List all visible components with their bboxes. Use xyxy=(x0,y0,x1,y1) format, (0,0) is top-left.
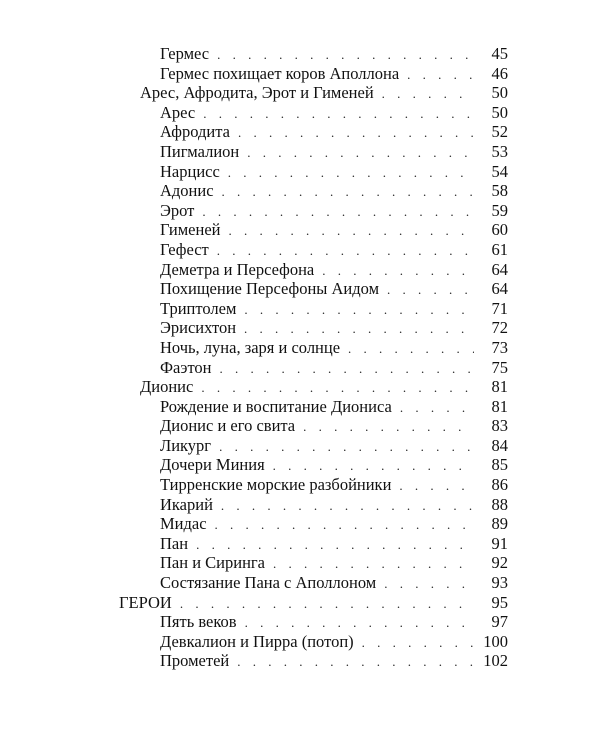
toc-page-number: 84 xyxy=(491,435,508,455)
toc-entry-title: Похищение Персефоны Аидом xyxy=(160,279,380,299)
toc-entry xyxy=(0,436,600,456)
toc-entry xyxy=(0,83,600,103)
dot-leader xyxy=(244,319,474,339)
toc-entry xyxy=(0,162,600,182)
dot-leader xyxy=(203,104,474,124)
toc-entry xyxy=(0,103,600,123)
toc-entry-title: Дочери Миния xyxy=(160,455,265,475)
toc-entry-title: Состязание Пана с Аполлоном xyxy=(160,573,377,593)
toc-entry xyxy=(0,318,600,338)
toc-entry xyxy=(0,573,600,593)
dot-leader xyxy=(196,535,474,555)
dot-leader xyxy=(201,378,474,398)
dot-leader xyxy=(247,143,474,163)
toc-entry xyxy=(0,181,600,201)
toc-entry xyxy=(0,416,600,436)
toc-entry-title: Арес, Афродита, Эрот и Гименей xyxy=(140,83,374,103)
toc-entry xyxy=(0,338,600,358)
toc-entry xyxy=(0,44,600,64)
toc-entry xyxy=(0,495,600,515)
toc-page-number: 61 xyxy=(491,239,508,259)
toc-page-number: 89 xyxy=(491,514,508,534)
toc-page-number: 45 xyxy=(491,44,508,63)
table-of-contents xyxy=(0,44,600,671)
toc-page-number: 100 xyxy=(483,631,508,651)
dot-leader xyxy=(303,417,474,437)
dot-leader xyxy=(273,456,474,476)
toc-page-number: 81 xyxy=(491,396,508,416)
dot-leader xyxy=(384,574,474,594)
toc-entry-title: Пан и Сиринга xyxy=(160,553,265,573)
toc-entry-title: Нарцисс xyxy=(160,161,220,181)
toc-entry-title: Афродита xyxy=(160,122,230,142)
toc-entry-title: ГЕРОИ xyxy=(119,592,172,612)
toc-entry-title: Пять веков xyxy=(160,612,237,632)
toc-page-number: 64 xyxy=(491,279,508,299)
toc-entry-title: Ликург xyxy=(160,435,212,455)
toc-entry-title: Пан xyxy=(160,533,189,553)
toc-page-number: 102 xyxy=(483,651,508,671)
toc-page-number: 97 xyxy=(491,612,508,632)
toc-entry xyxy=(0,142,600,162)
toc-entry-title: Гермес похищает коров Аполлона xyxy=(160,63,400,83)
dot-leader xyxy=(180,594,474,614)
dot-leader xyxy=(322,261,474,281)
dot-leader xyxy=(407,65,474,85)
toc-entry xyxy=(0,397,600,417)
dot-leader xyxy=(222,182,474,202)
dot-leader xyxy=(228,163,474,183)
toc-entry-title: Гименей xyxy=(160,220,221,240)
dot-leader xyxy=(217,241,474,261)
toc-entry xyxy=(0,612,600,632)
toc-entry xyxy=(0,358,600,378)
toc-entry-title: Мидас xyxy=(160,514,207,534)
dot-leader xyxy=(362,633,474,653)
dot-leader xyxy=(400,398,474,418)
toc-entry-title: Гермес xyxy=(160,44,210,63)
dot-leader xyxy=(219,437,474,457)
toc-entry xyxy=(0,299,600,319)
toc-entry xyxy=(0,651,600,671)
toc-entry-title: Икарий xyxy=(160,494,213,514)
toc-entry xyxy=(0,260,600,280)
toc-entry-title: Тирренские морские разбойники xyxy=(160,475,392,495)
toc-entry-title: Фаэтон xyxy=(160,357,212,377)
toc-entry-title: Адонис xyxy=(160,181,214,201)
toc-page-number: 46 xyxy=(491,63,508,83)
toc-entry xyxy=(0,240,600,260)
toc-entry xyxy=(0,553,600,573)
toc-page-number: 85 xyxy=(491,455,508,475)
toc-page-number: 91 xyxy=(491,533,508,553)
toc-entry xyxy=(0,220,600,240)
toc-entry-title: Рождение и воспитание Диониса xyxy=(160,396,392,416)
toc-entry-title: Пигмалион xyxy=(160,141,240,161)
dot-leader xyxy=(229,221,475,241)
dot-leader xyxy=(387,280,474,300)
toc-page-number: 93 xyxy=(491,573,508,593)
toc-entry-title: Деметра и Персефона xyxy=(160,259,315,279)
dot-leader xyxy=(221,496,474,516)
dot-leader xyxy=(217,45,474,65)
toc-page-number: 95 xyxy=(491,592,508,612)
toc-page-number: 72 xyxy=(491,318,508,338)
toc-page-number: 64 xyxy=(491,259,508,279)
dot-leader xyxy=(202,202,474,222)
toc-page-number: 52 xyxy=(491,122,508,142)
dot-leader xyxy=(220,359,474,379)
toc-page-number: 75 xyxy=(491,357,508,377)
toc-page-number: 58 xyxy=(491,181,508,201)
toc-entry xyxy=(0,475,600,495)
toc-page-number: 50 xyxy=(491,102,508,122)
dot-leader xyxy=(244,300,474,320)
toc-entry-title: Гефест xyxy=(160,239,209,259)
toc-page-number: 50 xyxy=(491,83,508,103)
toc-entry-title: Эрисихтон xyxy=(160,318,237,338)
toc-page-number: 53 xyxy=(491,141,508,161)
toc-entry xyxy=(0,122,600,142)
toc-entry xyxy=(0,201,600,221)
toc-entry xyxy=(0,377,600,397)
toc-entry xyxy=(0,455,600,475)
toc-entry xyxy=(0,593,600,613)
toc-page-number: 83 xyxy=(491,416,508,436)
dot-leader xyxy=(238,123,474,143)
toc-entry-title: Эрот xyxy=(160,200,195,220)
toc-page-number: 88 xyxy=(491,494,508,514)
toc-entry xyxy=(0,279,600,299)
toc-entry xyxy=(0,514,600,534)
toc-entry-title: Прометей xyxy=(160,651,230,671)
toc-entry xyxy=(0,64,600,84)
toc-entry xyxy=(0,534,600,554)
toc-entry-title: Девкалион и Пирра (потоп) xyxy=(160,631,354,651)
toc-entry-title: Ночь, луна, заря и солнце xyxy=(160,337,341,357)
toc-page-number: 81 xyxy=(491,377,508,397)
dot-leader xyxy=(399,476,474,496)
toc-page-number: 59 xyxy=(491,200,508,220)
toc-entry-title: Дионис xyxy=(140,377,194,397)
toc-page-number: 71 xyxy=(491,298,508,318)
toc-page-number: 60 xyxy=(491,220,508,240)
dot-leader xyxy=(215,515,474,535)
toc-entry xyxy=(0,632,600,652)
toc-page-number: 73 xyxy=(491,337,508,357)
dot-leader xyxy=(237,652,474,672)
toc-entry-title: Арес xyxy=(160,102,196,122)
toc-page-number: 92 xyxy=(491,553,508,573)
dot-leader xyxy=(382,84,474,104)
dot-leader xyxy=(348,339,474,359)
dot-leader xyxy=(245,613,474,633)
toc-entry-title: Триптолем xyxy=(160,298,237,318)
toc-entry-title: Дионис и его свита xyxy=(160,416,296,436)
toc-page-number: 54 xyxy=(491,161,508,181)
dot-leader xyxy=(273,554,474,574)
toc-page-number: 86 xyxy=(491,475,508,495)
